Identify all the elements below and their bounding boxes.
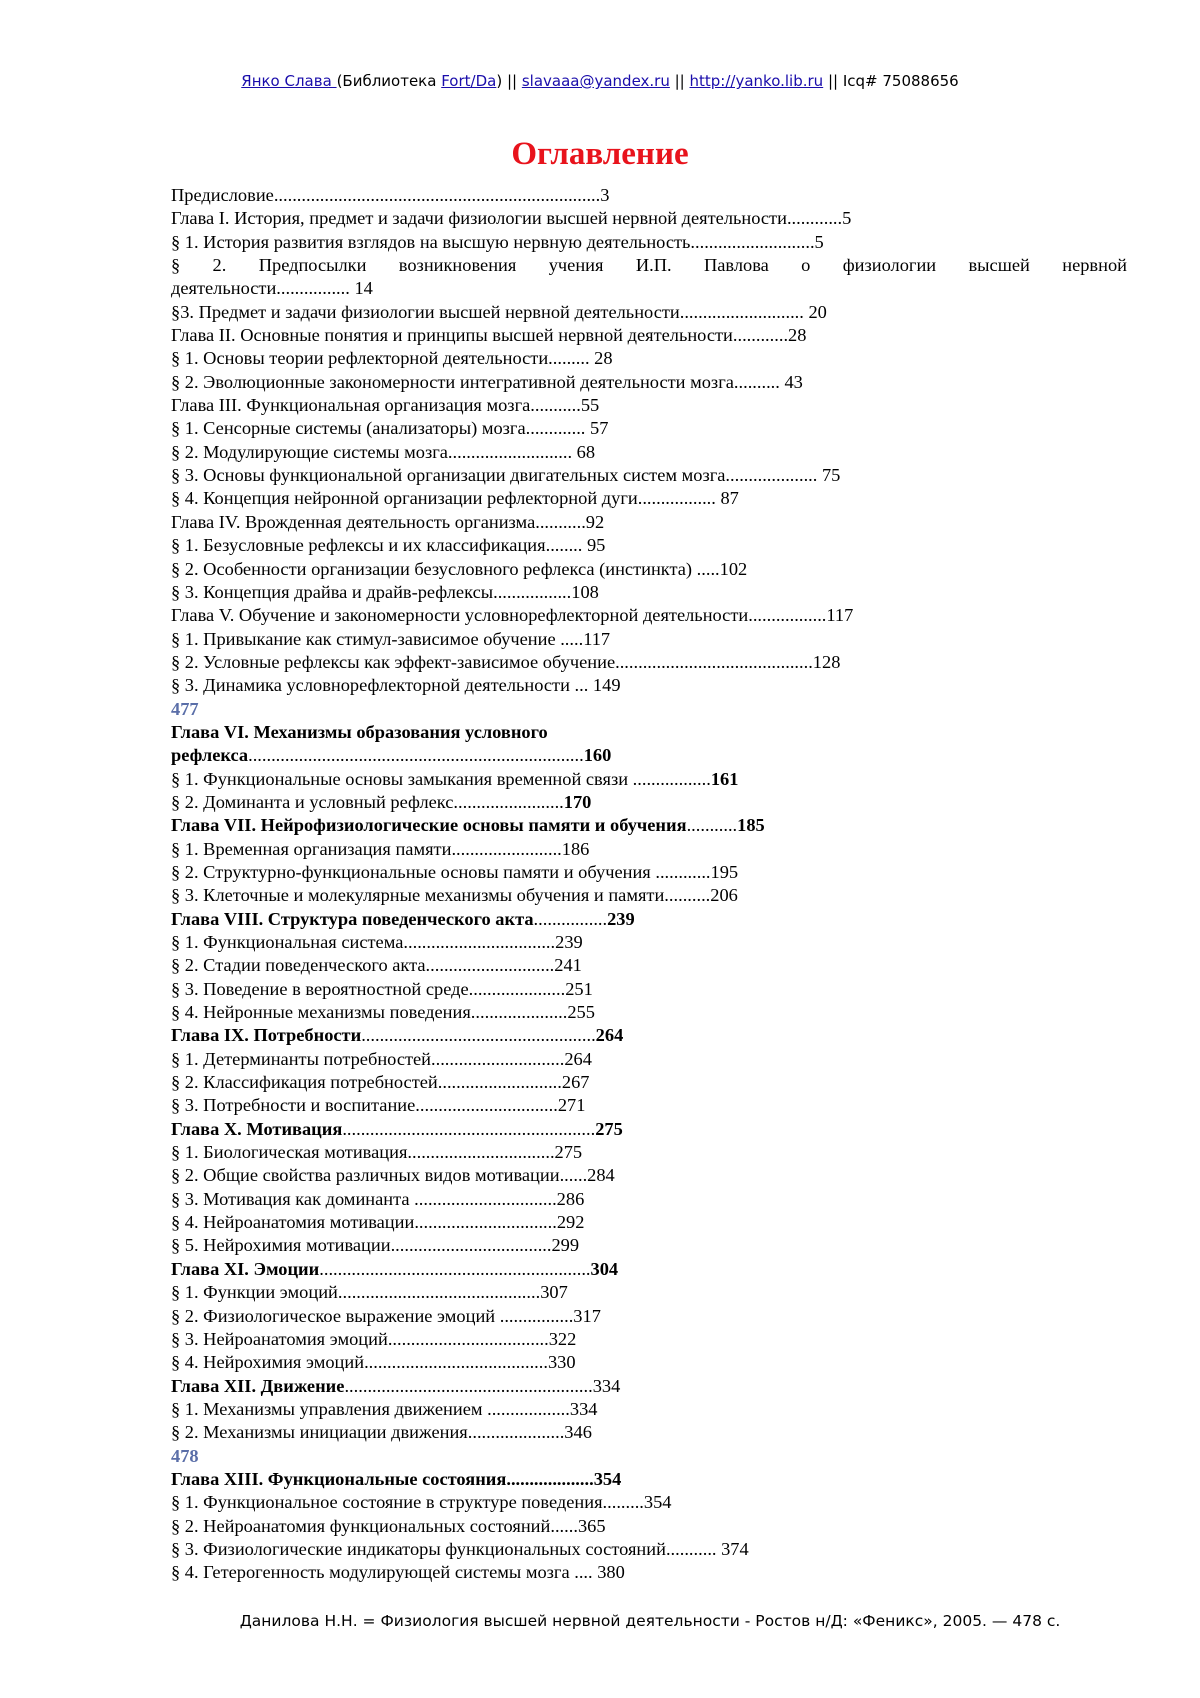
toc-entry bbox=[171, 908, 1127, 931]
toc-entry bbox=[171, 744, 1127, 767]
toc-entry-text: § 1. Функциональные основы замыкания временной связи ................. bbox=[171, 768, 711, 789]
toc-entry-text: § 3. Клеточные и молекулярные механизмы обучения и памяти..........206 bbox=[171, 885, 738, 906]
toc-entry bbox=[171, 884, 1127, 907]
toc-entry-text: § 1. Привыкание как стимул-зависимое обучение .....117 bbox=[171, 628, 611, 649]
toc-entry-text: Глава IV. Врожденная деятельность организма...........92 bbox=[171, 511, 605, 532]
toc-entry bbox=[171, 1001, 1127, 1024]
toc-entry-text: Глава I. История, предмет и задачи физиологии высшей нервной деятельности............5 bbox=[171, 208, 852, 229]
toc-entry bbox=[171, 1094, 1127, 1117]
toc-entry-page-bold: 275 bbox=[595, 1118, 623, 1139]
toc-entry bbox=[171, 814, 1127, 837]
toc-entry bbox=[171, 301, 1127, 324]
toc-entry-text: § 2. Условные рефлексы как эффект-зависимое обучение...........................................128 bbox=[171, 651, 841, 672]
toc-entry bbox=[171, 277, 1127, 300]
toc-entry bbox=[171, 1561, 1127, 1584]
toc-entry bbox=[171, 791, 1127, 814]
toc-entry bbox=[171, 534, 1127, 557]
toc-entry bbox=[171, 441, 1127, 464]
toc-entry bbox=[171, 1071, 1127, 1094]
toc-entry-page-bold: 170 bbox=[563, 791, 592, 812]
toc-entry bbox=[171, 511, 1127, 534]
toc-entry-text: § 4. Нейронные механизмы поведения.....................255 bbox=[171, 1002, 595, 1023]
toc-entry-text: § 1. Основы теории рефлекторной деятельности......... 28 bbox=[171, 348, 613, 369]
toc-entry bbox=[171, 1421, 1127, 1444]
toc-entry-text: ................................................... bbox=[361, 1025, 596, 1046]
header-text-4: || Icq# 75088656 bbox=[823, 72, 959, 90]
toc-entry bbox=[171, 558, 1127, 581]
toc-entry-text: § 1. Механизмы управления движением ..................334 bbox=[171, 1398, 598, 1419]
toc-entry-title-bold: Глава VII. Нейрофизиологические основы памяти и обучения bbox=[171, 815, 687, 836]
toc-entry bbox=[171, 674, 1127, 697]
toc-entry-text: § 2. Структурно-функциональные основы памяти и обучения ............195 bbox=[171, 861, 739, 882]
page-header bbox=[0, 72, 1200, 90]
page-number-text: 478 bbox=[171, 1445, 199, 1466]
toc-entry bbox=[171, 581, 1127, 604]
email-link[interactable]: slavaaa@yandex.ru bbox=[521, 72, 670, 90]
page-number bbox=[171, 698, 1127, 721]
toc-entry bbox=[171, 1141, 1127, 1164]
toc-entry bbox=[171, 1258, 1127, 1281]
toc-entry bbox=[171, 1491, 1127, 1514]
toc-entry bbox=[171, 604, 1127, 627]
toc-entry bbox=[171, 464, 1127, 487]
toc-entry bbox=[171, 1305, 1127, 1328]
toc-entry-text: § 1. Безусловные рефлексы и их классификация........ 95 bbox=[171, 535, 606, 556]
toc-entry-text: § 4. Нейрохимия эмоций........................................330 bbox=[171, 1352, 576, 1373]
toc-entry-text: ......................................................................... bbox=[248, 745, 584, 766]
toc-entry-text: § 2. Особенности организации безусловного рефлекса (инстинкта) .....102 bbox=[171, 558, 748, 579]
page-number bbox=[171, 1445, 1127, 1468]
toc-entry-text: § 1. Временная организация памяти........................186 bbox=[171, 838, 590, 859]
toc-entry-page-bold: 304 bbox=[590, 1258, 619, 1279]
toc-entry-page-bold: 264 bbox=[595, 1025, 624, 1046]
toc-entry-text: § 2. Механизмы инициации движения.....................346 bbox=[171, 1422, 592, 1443]
toc-entry bbox=[171, 651, 1127, 674]
toc-entry bbox=[171, 954, 1127, 977]
toc-entry bbox=[171, 861, 1127, 884]
toc-entry-title-bold: Глава XIII. Функциональные состояния...................354 bbox=[171, 1468, 622, 1489]
table-of-contents bbox=[171, 184, 1127, 1585]
toc-entry-text: § 1. История развития взглядов на высшую нервную деятельность...........................5 bbox=[171, 231, 824, 252]
toc-entry bbox=[171, 1468, 1127, 1491]
toc-entry bbox=[171, 394, 1127, 417]
toc-entry bbox=[171, 768, 1127, 791]
toc-entry bbox=[171, 324, 1127, 347]
toc-entry-text: § 2. Нейроанатомия функциональных состояний......365 bbox=[171, 1515, 606, 1536]
toc-entry-text: ....................................................... bbox=[342, 1118, 596, 1139]
toc-entry bbox=[171, 1164, 1127, 1187]
toc-entry bbox=[171, 628, 1127, 651]
toc-entry-text: § 4. Гетерогенность модулирующей системы мозга .... 380 bbox=[171, 1562, 625, 1583]
toc-entry-title-bold: Глава X. Мотивация bbox=[171, 1118, 343, 1139]
toc-entry-page-bold: 185 bbox=[737, 815, 765, 836]
toc-entry-text: § 4. Концепция нейронной организации рефлекторной дуги................. 87 bbox=[171, 488, 739, 509]
toc-entry-text: § 3. Нейроанатомия эмоций...................................322 bbox=[171, 1328, 577, 1349]
toc-entry-title-bold: Глава VIII. Структура поведенческого акта bbox=[171, 908, 534, 929]
toc-entry-text: § 3. Физиологические индикаторы функциональных состояний........... 374 bbox=[171, 1538, 749, 1559]
toc-entry-text: § 1. Функции эмоций............................................307 bbox=[171, 1282, 568, 1303]
toc-entry-text: Глава V. Обучение и закономерности условнорефлекторной деятельности.................117 bbox=[171, 605, 854, 626]
page-number-text: 477 bbox=[171, 698, 199, 719]
toc-entry bbox=[171, 1538, 1127, 1561]
toc-entry-text: § 3. Мотивация как доминанта ...............................286 bbox=[171, 1188, 585, 1209]
toc-entry-text: § 2. Стадии поведенческого акта............................241 bbox=[171, 955, 582, 976]
toc-entry-text: § 3. Поведение в вероятностной среде.....................251 bbox=[171, 978, 593, 999]
toc-entry-title-bold: Глава VI. Механизмы образования условного bbox=[171, 721, 548, 742]
toc-entry bbox=[171, 1398, 1127, 1421]
toc-entry-text: § 2. Предпосылки возникновения учения И.П. Павлова о физиологии высшей нервной bbox=[171, 255, 1127, 276]
toc-entry-text: § 1. Биологическая мотивация................................275 bbox=[171, 1142, 583, 1163]
toc-entry-text: § 2. Модулирующие системы мозга........................... 68 bbox=[171, 441, 596, 462]
toc-entry-text: § 2. Общие свойства различных видов мотивации......284 bbox=[171, 1165, 615, 1186]
toc-entry-title-bold: Глава XI. Эмоции bbox=[171, 1258, 320, 1279]
toc-entry bbox=[171, 1234, 1127, 1257]
toc-entry bbox=[171, 184, 1127, 207]
toc-entry-title-bold: Глава XII. Движение bbox=[171, 1375, 345, 1396]
toc-entry-text: § 2. Доминанта и условный рефлекс........................ bbox=[171, 791, 564, 812]
author-link[interactable]: Янко Слава bbox=[241, 72, 337, 90]
toc-entry-text: § 2. Классификация потребностей...........................267 bbox=[171, 1072, 590, 1093]
toc-entry-text: § 3. Потребности и воспитание...............................271 bbox=[171, 1095, 586, 1116]
toc-entry-title-bold: рефлекса bbox=[171, 745, 249, 766]
toc-entry-text: § 4. Нейроанатомия мотивации...............................292 bbox=[171, 1212, 585, 1233]
page-footer: Данилова Н.Н. = Физиология высшей нервной деятельности - Ростов н/Д: «Феникс», 2005. — 478 с. bbox=[239, 1612, 1061, 1630]
toc-entry bbox=[171, 347, 1127, 370]
header-text-3: || bbox=[669, 72, 690, 90]
toc-entry-text: § 5. Нейрохимия мотивации...................................299 bbox=[171, 1235, 580, 1256]
toc-entry-text: § 2. Эволюционные закономерности интегративной деятельности мозга.......... 43 bbox=[171, 371, 803, 392]
toc-entry bbox=[171, 978, 1127, 1001]
toc-entry bbox=[171, 1515, 1127, 1538]
toc-entry-text: ........................................................... bbox=[319, 1258, 591, 1279]
toc-entry-text: § 3. Динамика условнорефлекторной деятельности ... 149 bbox=[171, 675, 621, 696]
toc-entry bbox=[171, 371, 1127, 394]
toc-entry bbox=[171, 1024, 1127, 1047]
toc-entry-text: §3. Предмет и задачи физиологии высшей нервной деятельности........................... 20 bbox=[171, 301, 827, 322]
toc-entry bbox=[171, 931, 1127, 954]
toc-entry-text: Предисловие.......................................................................3 bbox=[171, 185, 610, 205]
toc-entry-text: Глава II. Основные понятия и принципы высшей нервной деятельности............28 bbox=[171, 325, 807, 346]
site-link[interactable]: http://yanko.lib.ru bbox=[689, 72, 824, 90]
toc-entry bbox=[171, 207, 1127, 230]
toc-entry-text: § 3. Концепция драйва и драйв-рефлексы.................108 bbox=[171, 581, 599, 602]
toc-entry bbox=[171, 231, 1127, 254]
toc-entry bbox=[171, 838, 1127, 861]
toc-entry-text: § 1. Детерминанты потребностей.............................264 bbox=[171, 1048, 592, 1069]
toc-entry bbox=[171, 1211, 1127, 1234]
toc-entry-title-bold: Глава IX. Потребности bbox=[171, 1025, 362, 1046]
toc-entry-page-bold: 161 bbox=[710, 768, 739, 789]
library-link[interactable]: Fort/Da bbox=[441, 72, 497, 90]
toc-entry-text: § 1. Функциональное состояние в структуре поведения.........354 bbox=[171, 1492, 672, 1513]
page-title: Оглавление bbox=[511, 136, 689, 172]
toc-entry bbox=[171, 1118, 1127, 1141]
toc-entry bbox=[171, 1375, 1127, 1398]
toc-entry-text: деятельности................ 14 bbox=[171, 278, 373, 299]
toc-entry-text: § 1. Функциональная система.................................239 bbox=[171, 932, 583, 952]
toc-entry bbox=[171, 721, 1127, 744]
toc-entry-text: ................ bbox=[533, 908, 608, 929]
toc-entry-page-bold: 160 bbox=[583, 745, 612, 766]
toc-entry-text: ........... bbox=[686, 815, 738, 836]
toc-entry bbox=[171, 1351, 1127, 1374]
toc-entry bbox=[171, 254, 1127, 277]
toc-entry-text: § 2. Физиологическое выражение эмоций ................317 bbox=[171, 1305, 601, 1326]
toc-entry bbox=[171, 417, 1127, 440]
toc-entry bbox=[171, 1281, 1127, 1304]
toc-entry bbox=[171, 1048, 1127, 1071]
header-text-2: ) || bbox=[496, 72, 522, 90]
toc-entry-text: ......................................................334 bbox=[344, 1375, 621, 1396]
toc-entry-text: § 3. Основы функциональной организации двигательных систем мозга.................... 75 bbox=[171, 465, 841, 486]
toc-entry bbox=[171, 487, 1127, 510]
toc-entry-text: § 1. Сенсорные системы (анализаторы) мозга............. 57 bbox=[171, 418, 609, 439]
header-text-1: (Библиотека bbox=[336, 72, 442, 90]
toc-entry bbox=[171, 1328, 1127, 1351]
toc-entry-page-bold: 239 bbox=[607, 908, 635, 929]
toc-entry bbox=[171, 1188, 1127, 1211]
toc-entry-text: Глава III. Функциональная организация мозга...........55 bbox=[171, 395, 600, 416]
